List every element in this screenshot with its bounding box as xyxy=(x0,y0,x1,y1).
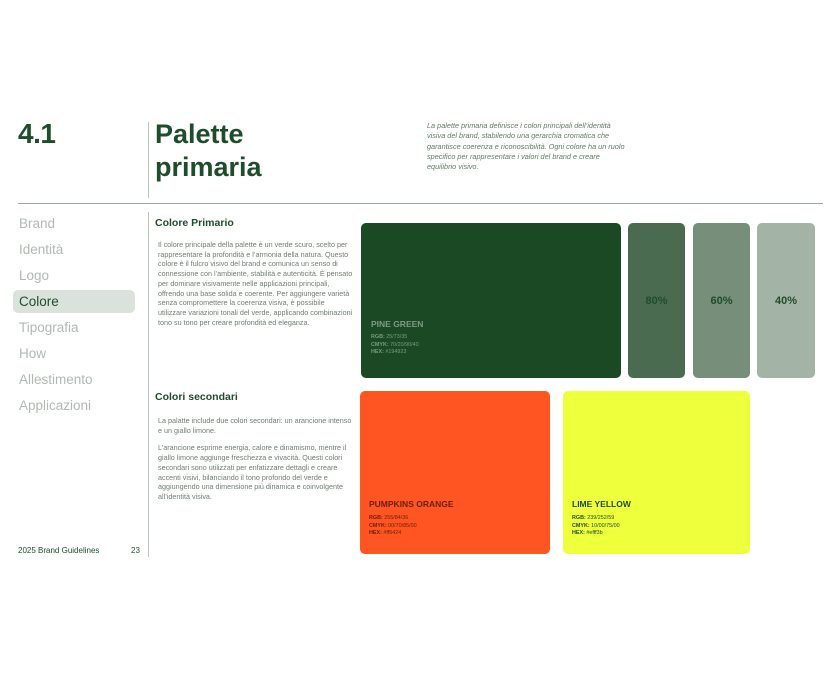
nav-item-how[interactable]: How xyxy=(19,346,47,361)
nav-item-tipografia[interactable]: Tipografia xyxy=(19,320,79,335)
sidebar-nav xyxy=(13,212,135,420)
nav-item-logo[interactable]: Logo xyxy=(19,268,50,283)
nav-item-brand[interactable]: Brand xyxy=(19,216,56,231)
yellow-rgb: 239/252/59 xyxy=(587,515,615,521)
pine-hex: #194923 xyxy=(385,349,407,356)
nav-item-applicazioni[interactable]: Applicazioni xyxy=(19,398,92,413)
body-divider xyxy=(148,212,149,557)
nav-item-colore[interactable]: Colore xyxy=(13,290,135,313)
tint-40: 40% xyxy=(757,223,815,378)
page-title-line2: primaria xyxy=(155,152,262,182)
secondary-heading: Colori secondari xyxy=(155,391,238,403)
swatch-yellow-specs: RGB: 239/252/59 CMYK: 10/00/75/00 HEX: #efff3b xyxy=(572,515,620,537)
swatch-pumpkins-orange xyxy=(360,391,550,554)
tint-80: 80% xyxy=(628,223,685,378)
swatch-pine-green-specs: RGB: 25/73/35 CMYK: 70/20/90/40 HEX: #194923 xyxy=(371,334,419,356)
swatch-pine-green xyxy=(361,223,621,378)
swatch-orange-specs: RGB: 255/84/36 CMYK: 00/70/85/00 HEX: #ff5424 xyxy=(369,515,417,537)
header-rule xyxy=(18,203,823,204)
page-number: 23 xyxy=(131,546,140,555)
footer-title: 2025 Brand Guidelines xyxy=(18,546,100,555)
orange-hex: #ff5424 xyxy=(383,530,402,537)
primary-heading: Colore Primario xyxy=(155,217,234,229)
primary-body: Il colore principale della palette è un verde scuro, scelto per rappresentare la profondità e l’armonia della natura. Questo colore è il fulcro visivo del brand e comunica un senso di connessione con l’ambiente, stabilità e autenticità. È pensato per dominare visivamente nelle applicazioni principali, offrendo una base solida e coerente. Per aggiungere varietà senza compromettere la coerenza visiva, è possibile utilizzare variazioni tonali del verde, applicando combinazioni tono su tono per creare profondità ed eleganza. xyxy=(158,240,353,327)
nav-item-allestimento[interactable]: Allestimento xyxy=(19,372,93,387)
secondary-body-intro: La palatte include due colori secondari: un arancione intenso e un giallo limone. xyxy=(158,416,352,435)
orange-rgb: 255/84/36 xyxy=(384,515,409,521)
intro-text: La palette primaria definisce i colori principali dell’identità visiva del brand, stabilendo una gerarchia cromatica che garantisce coerenza e riconoscibilità. Ogni colore ha un ruolo specifico per rappresentare i valori del brand e creare equilibrio visivo. xyxy=(427,121,625,172)
swatch-orange-name: PUMPKINS ORANGE xyxy=(369,499,454,509)
yellow-hex: #efff3b xyxy=(586,530,603,537)
swatch-lime-yellow xyxy=(563,391,750,554)
secondary-body-detail: L’arancione esprime energia, calore e dinamismo, mentre il giallo limone aggiunge freschezza e vivacità. Questi colori secondari sono utilizzati per enfatizzare dettagli e creare accenti visivi, bilanciando il tono profondo del verde e aggiungendo una dimensione più dinamica e coinvolgente all’identità visiva. xyxy=(158,443,347,501)
tint-60: 60% xyxy=(693,223,750,378)
page-title xyxy=(155,118,355,184)
pine-cmyk: 70/20/90/40 xyxy=(390,341,419,348)
swatch-pine-green-name: PINE GREEN xyxy=(371,319,424,329)
swatch-yellow-name: LIME YELLOW xyxy=(572,499,631,509)
header-divider xyxy=(148,122,149,198)
yellow-cmyk: 10/00/75/00 xyxy=(591,522,620,529)
page-title-line1: Palette xyxy=(155,119,244,149)
secondary-body xyxy=(158,416,353,510)
orange-cmyk: 00/70/85/00 xyxy=(388,522,417,529)
section-number: 4.1 xyxy=(18,118,56,149)
pine-rgb: 25/73/35 xyxy=(386,334,408,340)
nav-item-identita[interactable]: Identità xyxy=(19,242,64,257)
